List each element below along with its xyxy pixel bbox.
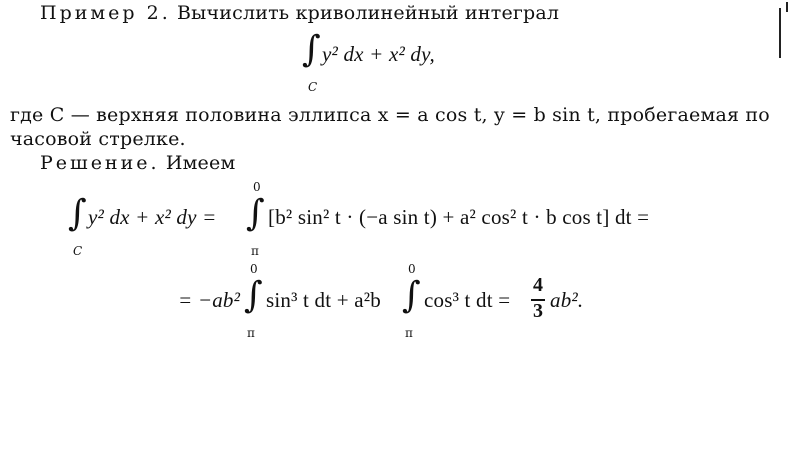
scan-edge-mark: [779, 8, 781, 58]
solution-heading: [40, 152, 235, 174]
formula2-rhs: [b² sin² t · (−a sin t) + a² cos² t · b cos t] dt =: [268, 205, 650, 229]
condition-line-2: часовой стрелке.: [10, 128, 186, 150]
formula2-lhs: y² dx + x² dy =: [88, 205, 217, 229]
integral-sign: ∫: [302, 29, 321, 70]
integral-upper-limit: 0: [250, 262, 258, 276]
solution-text: Имеем: [165, 152, 236, 174]
formula1-integrand: y² dx + x² dy,: [322, 42, 435, 66]
formula3-part2: cos³ t dt =: [424, 288, 511, 312]
integral-sign: ∫: [68, 193, 87, 234]
integral-lower-limit: π: [405, 326, 413, 340]
formula3-prefix: = −ab²: [178, 288, 241, 312]
integral-lower-limit: π: [251, 244, 259, 258]
solution-label: Решение.: [40, 152, 160, 174]
formula3-part1: sin³ t dt + a²b: [266, 288, 381, 312]
integral-upper-limit: 0: [408, 262, 416, 276]
integral-sign: ∫: [244, 275, 263, 316]
integral-lower-limit: π: [247, 326, 255, 340]
scan-edge-mark: [786, 2, 788, 12]
fraction-denominator: 3: [533, 300, 543, 322]
integral-lower-limit: C: [73, 244, 83, 258]
task-text: Вычислить криволинейный интеграл: [177, 2, 560, 24]
integral-lower-limit: C: [308, 80, 318, 94]
integral-sign: ∫: [246, 193, 265, 234]
example-label: Пример 2.: [40, 2, 171, 24]
fraction-numerator: 4: [533, 274, 543, 296]
integral-sign: ∫: [402, 275, 421, 316]
formula3-suffix: ab².: [550, 288, 584, 312]
example-heading: [40, 2, 559, 24]
integral-upper-limit: 0: [253, 180, 261, 194]
condition-line-1: где C — верхняя половина эллипса x = a cos t, y = b sin t, пробегаемая по: [10, 104, 770, 126]
